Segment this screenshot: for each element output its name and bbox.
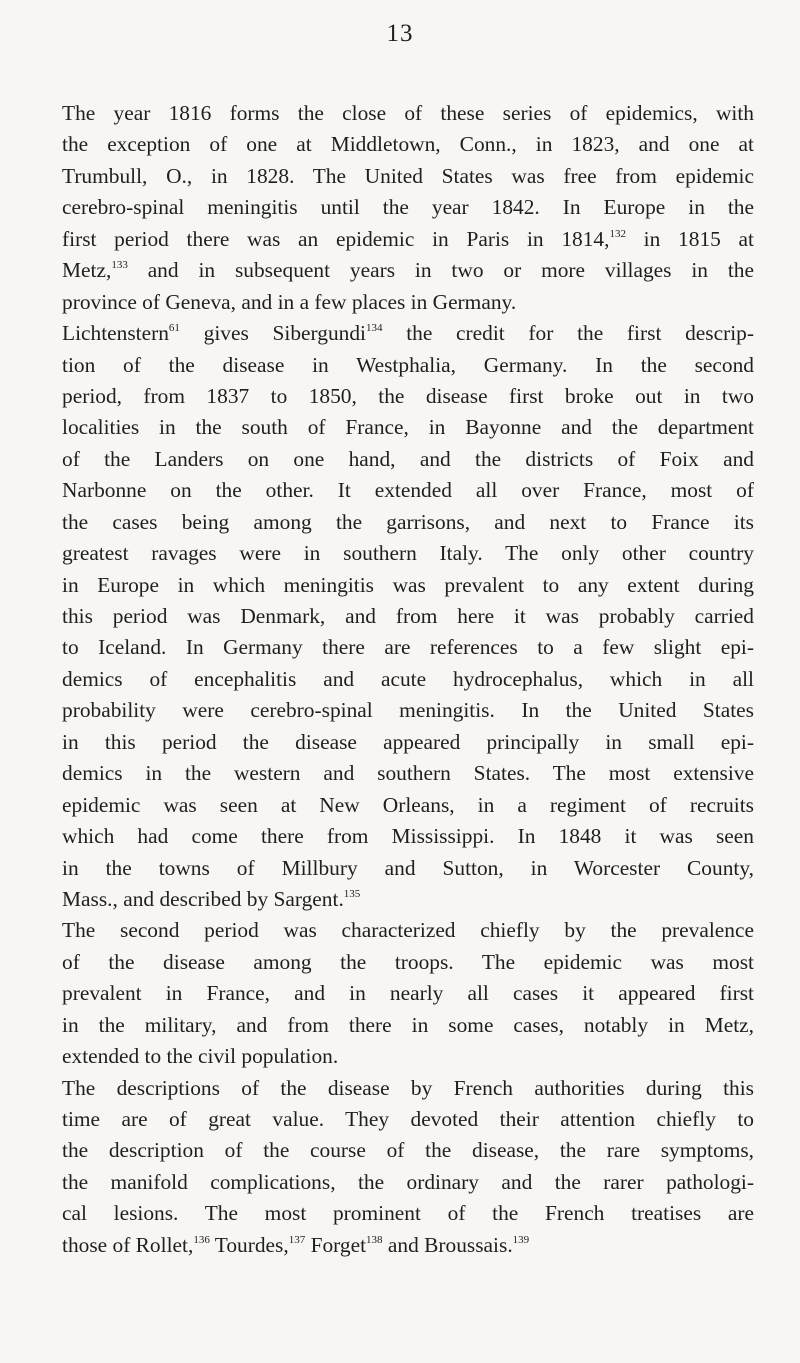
text-run: the manifold complications, the ordinary and the rarer pathologi- <box>62 1169 754 1194</box>
reference-number: 139 <box>512 1233 530 1246</box>
text-run: cerebro-spinal meningitis until the year 1842. In Europe in the <box>62 195 754 220</box>
text-line <box>62 475 754 506</box>
text-run: province of Geneva, and in a few places in Germany. <box>62 289 517 314</box>
text-line <box>62 98 754 129</box>
reference-number: 133 <box>111 259 128 272</box>
text-run: greatest ravages were in southern Italy. The only other country <box>62 541 754 566</box>
text-run: in 1815 at <box>625 226 754 251</box>
text-line <box>62 318 754 349</box>
reference-number: 135 <box>343 887 361 900</box>
text-line <box>62 1041 754 1072</box>
text-run: extended to the civil population. <box>62 1044 339 1069</box>
text-line <box>62 444 754 475</box>
text-line <box>62 947 754 978</box>
text-line <box>62 129 754 160</box>
text-line <box>62 538 754 569</box>
reference-number: 138 <box>366 1233 383 1246</box>
text-run: in the military, and from there in some cases, notably in Metz, <box>62 1012 754 1037</box>
paragraph-p3 <box>62 915 754 1072</box>
body-text <box>62 98 754 1261</box>
text-run: The descriptions of the disease by French authorities during this <box>62 1075 754 1100</box>
text-run: the cases being among the garrisons, and next to France its <box>62 509 754 534</box>
text-line <box>62 1230 754 1261</box>
text-run: those of Rollet, <box>62 1232 194 1257</box>
text-run: this period was Denmark, and from here it was probably carried <box>62 604 754 628</box>
text-line <box>62 1104 754 1135</box>
text-line <box>62 695 754 726</box>
reference-number: 132 <box>609 227 626 240</box>
text-run: Lichtenstern <box>62 321 169 346</box>
text-run: in the towns of Millbury and Sutton, in Worcester County, <box>62 855 754 880</box>
text-run: and Broussais. <box>382 1232 513 1257</box>
reference-number: 61 <box>168 322 180 335</box>
text-line <box>62 1135 754 1166</box>
text-line <box>62 632 754 663</box>
text-line <box>62 601 754 632</box>
text-line <box>62 1198 754 1229</box>
text-run: localities in the south of France, in Bayonne and the department <box>62 415 754 440</box>
text-run: cal lesions. The most prominent of the French treatises are <box>62 1201 754 1226</box>
text-line <box>62 664 754 695</box>
text-line <box>62 853 754 884</box>
text-run: Metz, <box>62 258 112 283</box>
page-number: 13 <box>386 20 414 47</box>
text-line <box>62 915 754 946</box>
text-run: and in subsequent years in two or more villages in the <box>127 258 754 283</box>
text-run: of the Landers on one hand, and the districts of Foix and <box>62 446 754 471</box>
text-line <box>62 884 754 915</box>
text-run: Trumbull, O., in 1828. The United States was free from epidemic <box>62 163 754 188</box>
text-line <box>62 758 754 789</box>
text-run: tion of the disease in Westphalia, Germany. In the second <box>62 352 754 377</box>
text-run: the description of the course of the disease, the rare symptoms, <box>62 1138 754 1163</box>
reference-number: 137 <box>288 1233 306 1246</box>
text-line <box>62 287 754 318</box>
reference-number: 134 <box>365 322 383 335</box>
text-line <box>62 161 754 192</box>
text-line <box>62 1167 754 1198</box>
text-run: epidemic was seen at New Orleans, in a regiment of recruits <box>62 792 754 817</box>
text-line <box>62 192 754 223</box>
text-run: time are of great value. They devoted their attention chiefly to <box>62 1107 754 1131</box>
text-run: in this period the disease appeared principally in small epi- <box>62 729 754 754</box>
text-run: probability were cerebro-spinal meningitis. In the United States <box>62 698 754 723</box>
text-line <box>62 255 754 286</box>
text-line <box>62 381 754 412</box>
paragraph-p1 <box>62 98 754 318</box>
reference-number: 136 <box>193 1233 210 1246</box>
text-line <box>62 412 754 443</box>
text-line <box>62 727 754 758</box>
text-run: the credit for the first descrip- <box>382 321 754 346</box>
text-line <box>62 821 754 852</box>
text-run: first period there was an epidemic in Paris in 1814, <box>62 226 610 251</box>
text-run: The second period was characterized chiefly by the prevalence <box>62 918 754 943</box>
text-run: period, from 1837 to 1850, the disease first broke out in two <box>62 383 754 408</box>
text-line <box>62 1010 754 1041</box>
text-run: of the disease among the troops. The epidemic was most <box>62 949 754 974</box>
text-run: the exception of one at Middletown, Conn., in 1823, and one at <box>62 132 754 157</box>
text-run: Tourdes, <box>209 1232 289 1257</box>
text-run: The year 1816 forms the close of these series of epidemics, with <box>62 101 754 125</box>
text-line <box>62 507 754 538</box>
paragraph-p2 <box>62 318 754 915</box>
paragraph-p4 <box>62 1073 754 1262</box>
text-line <box>62 350 754 381</box>
text-run: Narbonne on the other. It extended all over France, most of <box>62 478 754 503</box>
text-line <box>62 790 754 821</box>
text-run: demics of encephalitis and acute hydrocephalus, which in all <box>62 666 754 691</box>
text-run: prevalent in France, and in nearly all cases it appeared first <box>62 981 754 1006</box>
text-line <box>62 224 754 255</box>
text-run: Mass., and described by Sargent. <box>62 886 344 911</box>
text-line <box>62 570 754 601</box>
text-run: in Europe in which meningitis was prevalent to any extent during <box>62 572 754 597</box>
text-run: which had come there from Mississippi. In 1848 it was seen <box>62 824 754 849</box>
text-line <box>62 978 754 1009</box>
text-run: demics in the western and southern States. The most extensive <box>62 761 754 786</box>
text-run: gives Sibergundi <box>179 321 366 346</box>
text-run: to Iceland. In Germany there are references to a few slight epi- <box>62 635 754 660</box>
text-run: Forget <box>305 1232 367 1257</box>
text-line <box>62 1073 754 1104</box>
